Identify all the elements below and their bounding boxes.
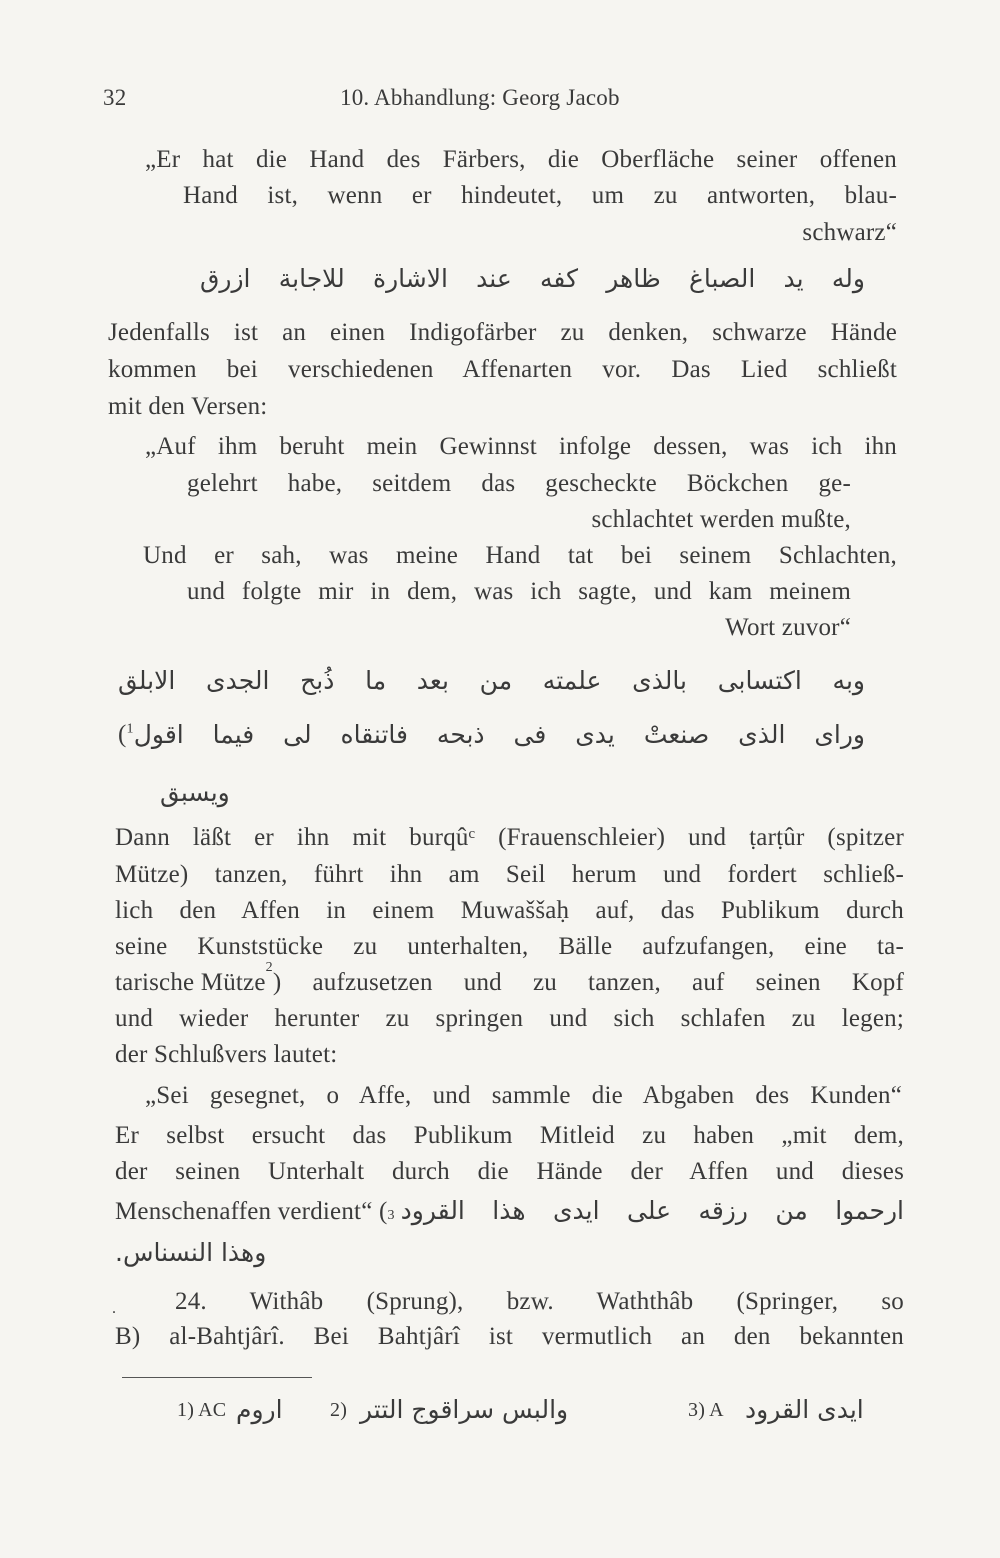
para4-line2: B) al-Bahtjârî. Bei Bahtjârî ist vermutlich an den bekannten [115, 1323, 904, 1350]
para2-line5-after: ) aufzusetzen und zu tanzen, auf seinen Kopf [272, 969, 904, 996]
footnote-ref-1: 1 [126, 721, 134, 737]
running-title: 10. Abhandlung: Georg Jacob [340, 85, 620, 110]
arabic-verse-1: وله يد الصباغ ظاهر كفه عند الاشارة للاجابة ازرق [200, 264, 865, 293]
para1-line2: kommen bei verschiedenen Affenarten vor. Das Lied schließt [108, 356, 897, 383]
para3-line3: Menschenaffen verdient“ ( 3 ارحموا من رزقه على ايدى هذا القرود [115, 1196, 904, 1225]
arabic-verse-2-line2-text: وراى الذى صنعتْ يدى فى ذبحه فاتنقاه لى فيما اقول [133, 720, 865, 749]
para1-line3: mit den Versen: [108, 393, 268, 420]
footnote-ref-2: 2 [265, 960, 273, 975]
quote2-line2: gelehrt habe, seitdem das gescheckte Böckchen ge- [187, 470, 851, 497]
quote2-line3: schlachtet werden mußte, [591, 506, 851, 533]
footnote-3-marker: 3) A [688, 1399, 724, 1421]
footnote-3-arabic: ايدى القرود [745, 1395, 864, 1424]
quote2-line1: „Auf ihm beruht mein Gewinnst infolge dessen, was ich ihn [145, 433, 897, 460]
footnote-1-marker: 1) AC [177, 1399, 227, 1421]
para3-line4-arabic: وهذا النسناس. [115, 1238, 267, 1267]
quote1-line2: Hand ist, wenn er hindeutet, um zu antworten, blau- [183, 182, 897, 209]
para2-line7: der Schlußvers lautet: [115, 1041, 338, 1068]
para2-line5 [115, 960, 904, 998]
para2-line3: lich den Affen in einem Muwaššaḥ auf, das Publikum durch [115, 897, 904, 924]
para1-line1: Jedenfalls ist an einen Indigofärber zu denken, schwarze Hände [108, 319, 897, 346]
quote2-line5: und folgte mir in dem, was ich sagte, und kam meinem [187, 578, 851, 605]
quote1-line3: schwarz“ [802, 219, 897, 246]
para3-line1: Er selbst ersucht das Publikum Mitleid zu haben „mit dem, [115, 1122, 904, 1149]
footnote-1-arabic: اروم [236, 1395, 283, 1424]
page-number: 32 [103, 85, 127, 110]
arabic-verse-2-line3: ويسبق [160, 778, 230, 807]
footnote-2-arabic: والبس سراقوج التتر [360, 1395, 569, 1424]
arabic-verse-2-line1: وبه اكتسابى بالذى علمته من بعد ما ذُبح الجدى الابلق [118, 666, 865, 695]
para2-line4: seine Kunststücke zu unterhalten, Bälle aufzufangen, eine ta- [115, 933, 904, 960]
footnote-2-marker: 2) [330, 1399, 348, 1421]
arabic-verse-2-line2 [118, 720, 865, 750]
footnote-rule [122, 1377, 312, 1378]
footnote-ref-1-group: ($^1$ [118, 721, 134, 748]
para3-line2: der seinen Unterhalt durch die Hände der Affen und dieses [115, 1158, 904, 1185]
para2-line2: Mütze) tanzen, führt ihn am Seil herum und fordert schließ- [115, 861, 904, 888]
quote2-line6: Wort zuvor“ [725, 614, 851, 641]
para3-line3-arabic: ارحموا من رزقه على ايدى هذا القرود [400, 1196, 904, 1225]
quote3: „Sei gesegnet, o Affe, und sammle die Abgaben des Kunden“ [145, 1082, 902, 1109]
quote1-line1: „Er hat die Hand des Färbers, die Oberfläche seiner offenen [145, 146, 897, 173]
para4-line1: 24. Withâb (Sprung), bzw. Waththâb (Springer, so [175, 1288, 904, 1315]
quote2-line4: Und er sah, was meine Hand tat bei seinem Schlachten, [143, 542, 897, 569]
para2-line1: Dann läßt er ihn mit burqûᶜ (Frauenschleier) und ṭarṭûr (spitzer [115, 824, 904, 851]
para2-line6: und wieder herunter zu springen und sich schlafen zu legen; [115, 1005, 904, 1032]
margin-mark: . [112, 1300, 116, 1317]
para3-line3-german: Menschenaffen verdient“ ( [115, 1198, 388, 1225]
para2-line5-before: tarische Mütze [115, 969, 266, 996]
